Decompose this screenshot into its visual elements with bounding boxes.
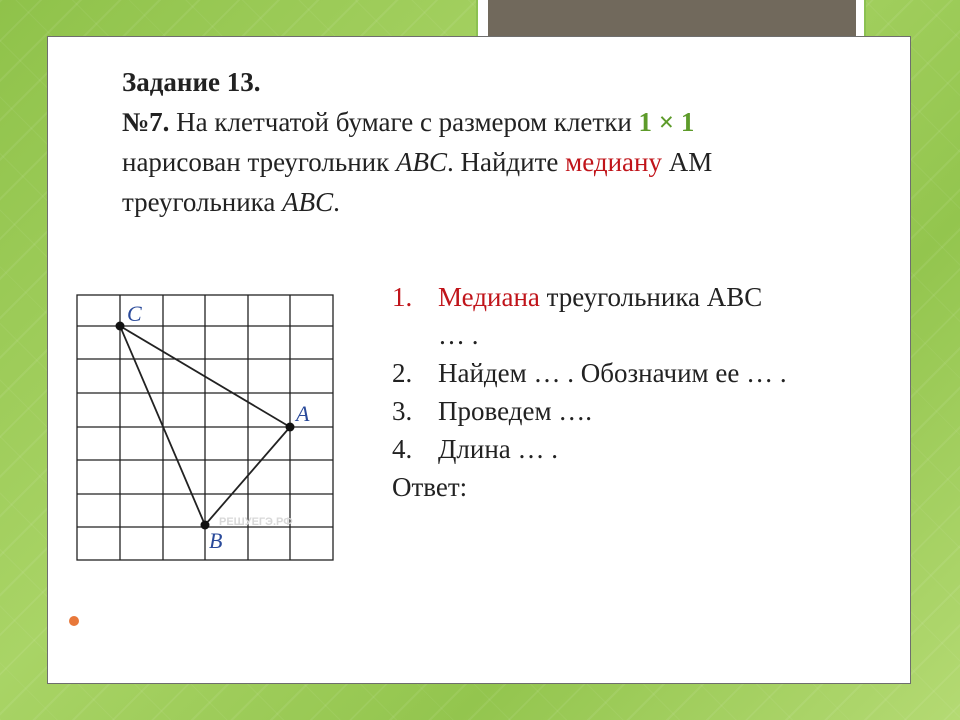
step-1-number: 1. [392, 282, 413, 312]
steps-list [392, 278, 912, 506]
task-text-6: . [333, 187, 340, 217]
task-text-2: нарисован треугольник [122, 147, 396, 177]
task-text [122, 62, 862, 222]
point-c [116, 322, 125, 331]
task-text-3: . Найдите [446, 147, 566, 177]
bullet-dot [69, 616, 79, 626]
label-b: B [209, 528, 223, 553]
point-a [286, 423, 295, 432]
step-4-number: 4. [392, 434, 413, 464]
triangle-name: ABC [395, 147, 447, 177]
step-3 [392, 392, 912, 430]
step-4-text: Длина … . [438, 434, 559, 464]
task-title: Задание 13. [122, 67, 261, 97]
cell-size: 1 × 1 [638, 107, 695, 137]
step-3-text: Проведем …. [438, 396, 593, 426]
step-2 [392, 354, 912, 392]
step-1-text: треугольника АВС [539, 282, 763, 312]
triangle-grid-figure [74, 292, 346, 564]
triangle-name-2: ABC [282, 187, 334, 217]
task-line-2 [122, 142, 862, 182]
answer-label: Ответ: [392, 472, 468, 502]
task-text-4: АМ [661, 147, 713, 177]
step-2-number: 2. [392, 358, 413, 388]
step-4 [392, 430, 912, 468]
median-word: медиану [565, 147, 662, 177]
step-1 [392, 278, 912, 316]
step-3-number: 3. [392, 396, 413, 426]
step-1-continuation: … . [438, 320, 479, 350]
watermark: РЕШУЕГЭ.РФ [219, 516, 293, 528]
step-1-median: Медиана [438, 282, 540, 312]
task-line-1 [122, 102, 862, 142]
task-text-1: На клетчатой бумаге с размером клетки [169, 107, 639, 137]
step-2-text: Найдем … . Обозначим ее … . [438, 358, 787, 388]
label-c: C [127, 301, 142, 326]
label-a: A [296, 401, 310, 426]
task-number: №7. [122, 107, 170, 137]
task-line-3 [122, 182, 862, 222]
task-text-5: треугольника [122, 187, 283, 217]
